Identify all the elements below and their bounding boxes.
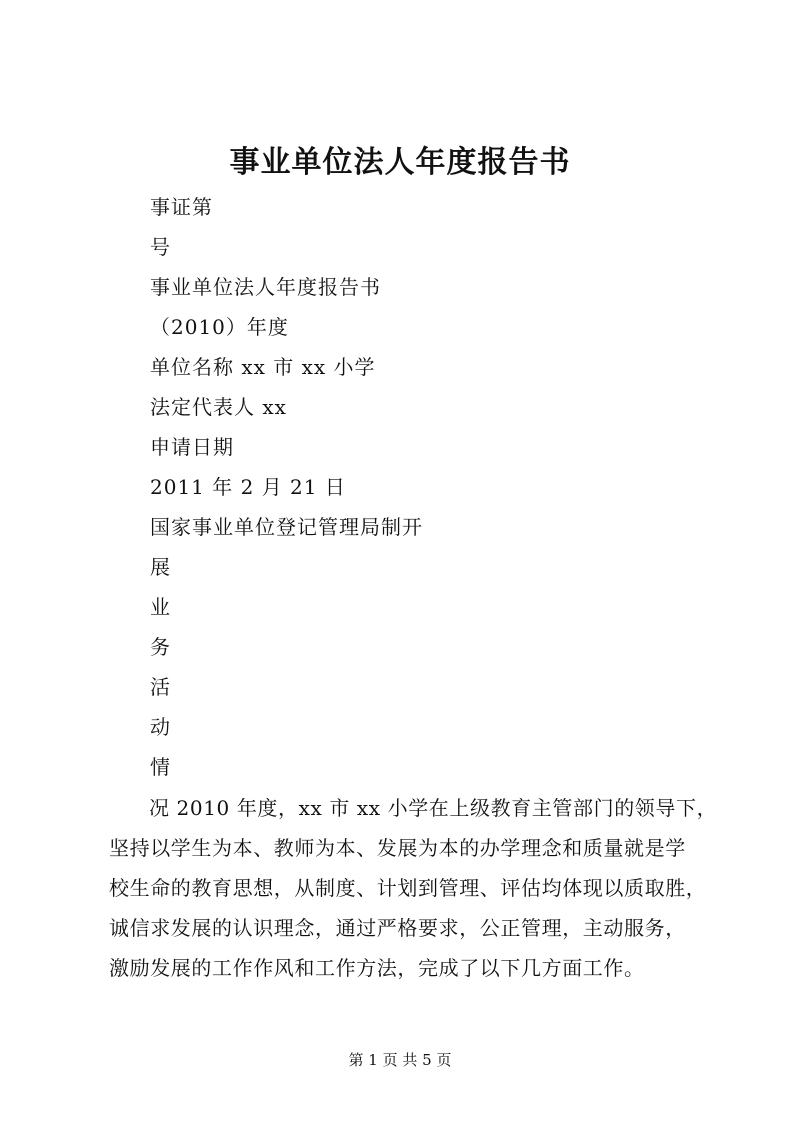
paragraph-line: 况 2010 年度，xx 市 xx 小学在上级教育主管部门的领导下， — [149, 796, 718, 820]
body-paragraph — [109, 791, 717, 991]
text-line: 业 — [150, 595, 171, 619]
text-line: 事证第 — [150, 195, 213, 219]
text-line: 活 — [150, 675, 171, 699]
text-line: 单位名称 xx 市 xx 小学 — [150, 355, 376, 379]
page-number-footer: 第 1 页 共 5 页 — [348, 1051, 452, 1069]
text-line: 务 — [150, 635, 171, 659]
paragraph-line: 坚持以学生为本、教师为本、发展为本的办学理念和质量就是学 — [109, 836, 686, 860]
paragraph-line: 校生命的教育思想，从制度、计划到管理、评估均体现以质取胜， — [109, 876, 707, 900]
text-line: 号 — [150, 235, 171, 259]
document-lines — [150, 190, 710, 790]
text-line: 动 — [150, 715, 171, 739]
text-line: 2011 年 2 月 21 日 — [150, 475, 346, 499]
paragraph-line: 激励发展的工作作风和工作方法，完成了以下几方面工作。 — [109, 956, 645, 980]
paragraph-line: 诚信求发展的认识理念，通过严格要求，公正管理，主动服务， — [109, 916, 686, 940]
text-line: 情 — [150, 755, 171, 779]
text-line: 事业单位法人年度报告书 — [150, 275, 381, 299]
text-line: （2010）年度 — [150, 315, 289, 339]
text-line: 法定代表人 xx — [150, 395, 287, 419]
document-title: 事业单位法人年度报告书 — [229, 145, 571, 180]
text-line: 申请日期 — [150, 435, 234, 459]
text-line: 国家事业单位登记管理局制开 — [150, 515, 423, 539]
text-line: 展 — [150, 555, 171, 579]
